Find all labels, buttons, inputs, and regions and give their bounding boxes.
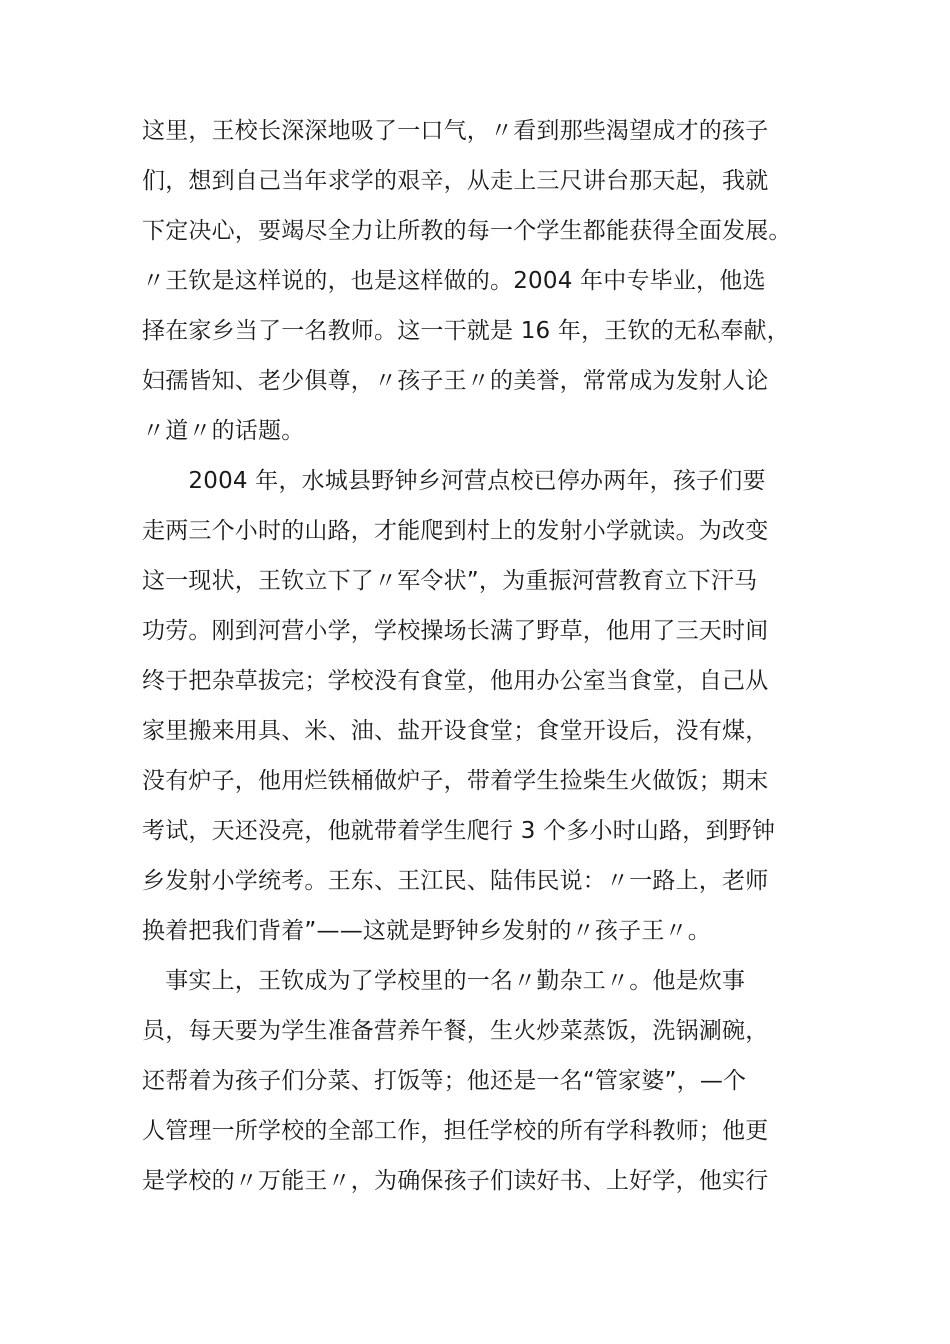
text-line: 择在家乡当了一名教师。这一干就是 16 年，王钦的无私奉献， (142, 318, 790, 344)
text-line: 家里搬来用具、米、油、盐开设食堂；食堂开设后，没有煤， (142, 718, 769, 744)
text-line: 没有炉子，他用烂铁桶做炉子，带着学生捡柴生火做饭；期末 (142, 768, 769, 794)
text-line: 〃王钦是这样说的，也是这样做的。2004 年中专毕业，他选 (142, 268, 766, 294)
text-line: 走两三个小时的山路，才能爬到村上的发射小学就读。为改变 (142, 518, 769, 544)
text-line: 人管理一所学校的全部工作，担任学校的所有学科教师；他更 (142, 1118, 769, 1144)
text-line: 换着把我们背着”——这就是野钟乡发射的〃孩子王〃。 (142, 918, 711, 944)
text-line: 是学校的〃万能王〃，为确保孩子们读好书、上好学，他实行 (142, 1168, 769, 1194)
text-line: 功劳。刚到河营小学，学校操场长满了野草，他用了三天时间 (142, 618, 769, 644)
text-line: 们，想到自己当年求学的艰辛，从走上三尺讲台那天起，我就 (142, 168, 769, 194)
text-line: 事实上，王钦成为了学校里的一名〃勤杂工〃。他是炊事 (142, 968, 746, 994)
text-line: 下定决心，要竭尽全力让所教的每一个学生都能获得全面发展。 (142, 218, 792, 244)
text-line: 这一现状，王钦立下了〃军令状”，为重振河营教育立下汗马 (142, 568, 758, 594)
text-line: 员，每天要为学生准备营养午餐，生火炒菜蒸饭，洗锅涮碗， (142, 1018, 769, 1044)
article-body (142, 112, 822, 1212)
text-line: 2004 年，水城县野钟乡河营点校已停办两年，孩子们要 (142, 468, 766, 494)
text-line: 还帮着为孩子们分菜、打饭等；他还是一名“管家婆”，—个 (142, 1068, 747, 1094)
text-line: 〃道〃的话题。 (142, 418, 305, 444)
text-line: 终于把杂草拔完；学校没有食堂，他用办公室当食堂，自己从 (142, 668, 769, 694)
text-line: 考试，天还没亮，他就带着学生爬行 3 个多小时山路，到野钟 (142, 818, 776, 844)
text-line: 妇孺皆知、老少俱尊，〃孩子王〃的美誉，常常成为发射人论 (142, 368, 769, 394)
text-line: 这里，王校长深深地吸了一口气，〃看到那些渴望成才的孩子 (142, 118, 769, 144)
text-line: 乡发射小学统考。王东、王江民、陆伟民说：〃一路上，老师 (142, 868, 769, 894)
